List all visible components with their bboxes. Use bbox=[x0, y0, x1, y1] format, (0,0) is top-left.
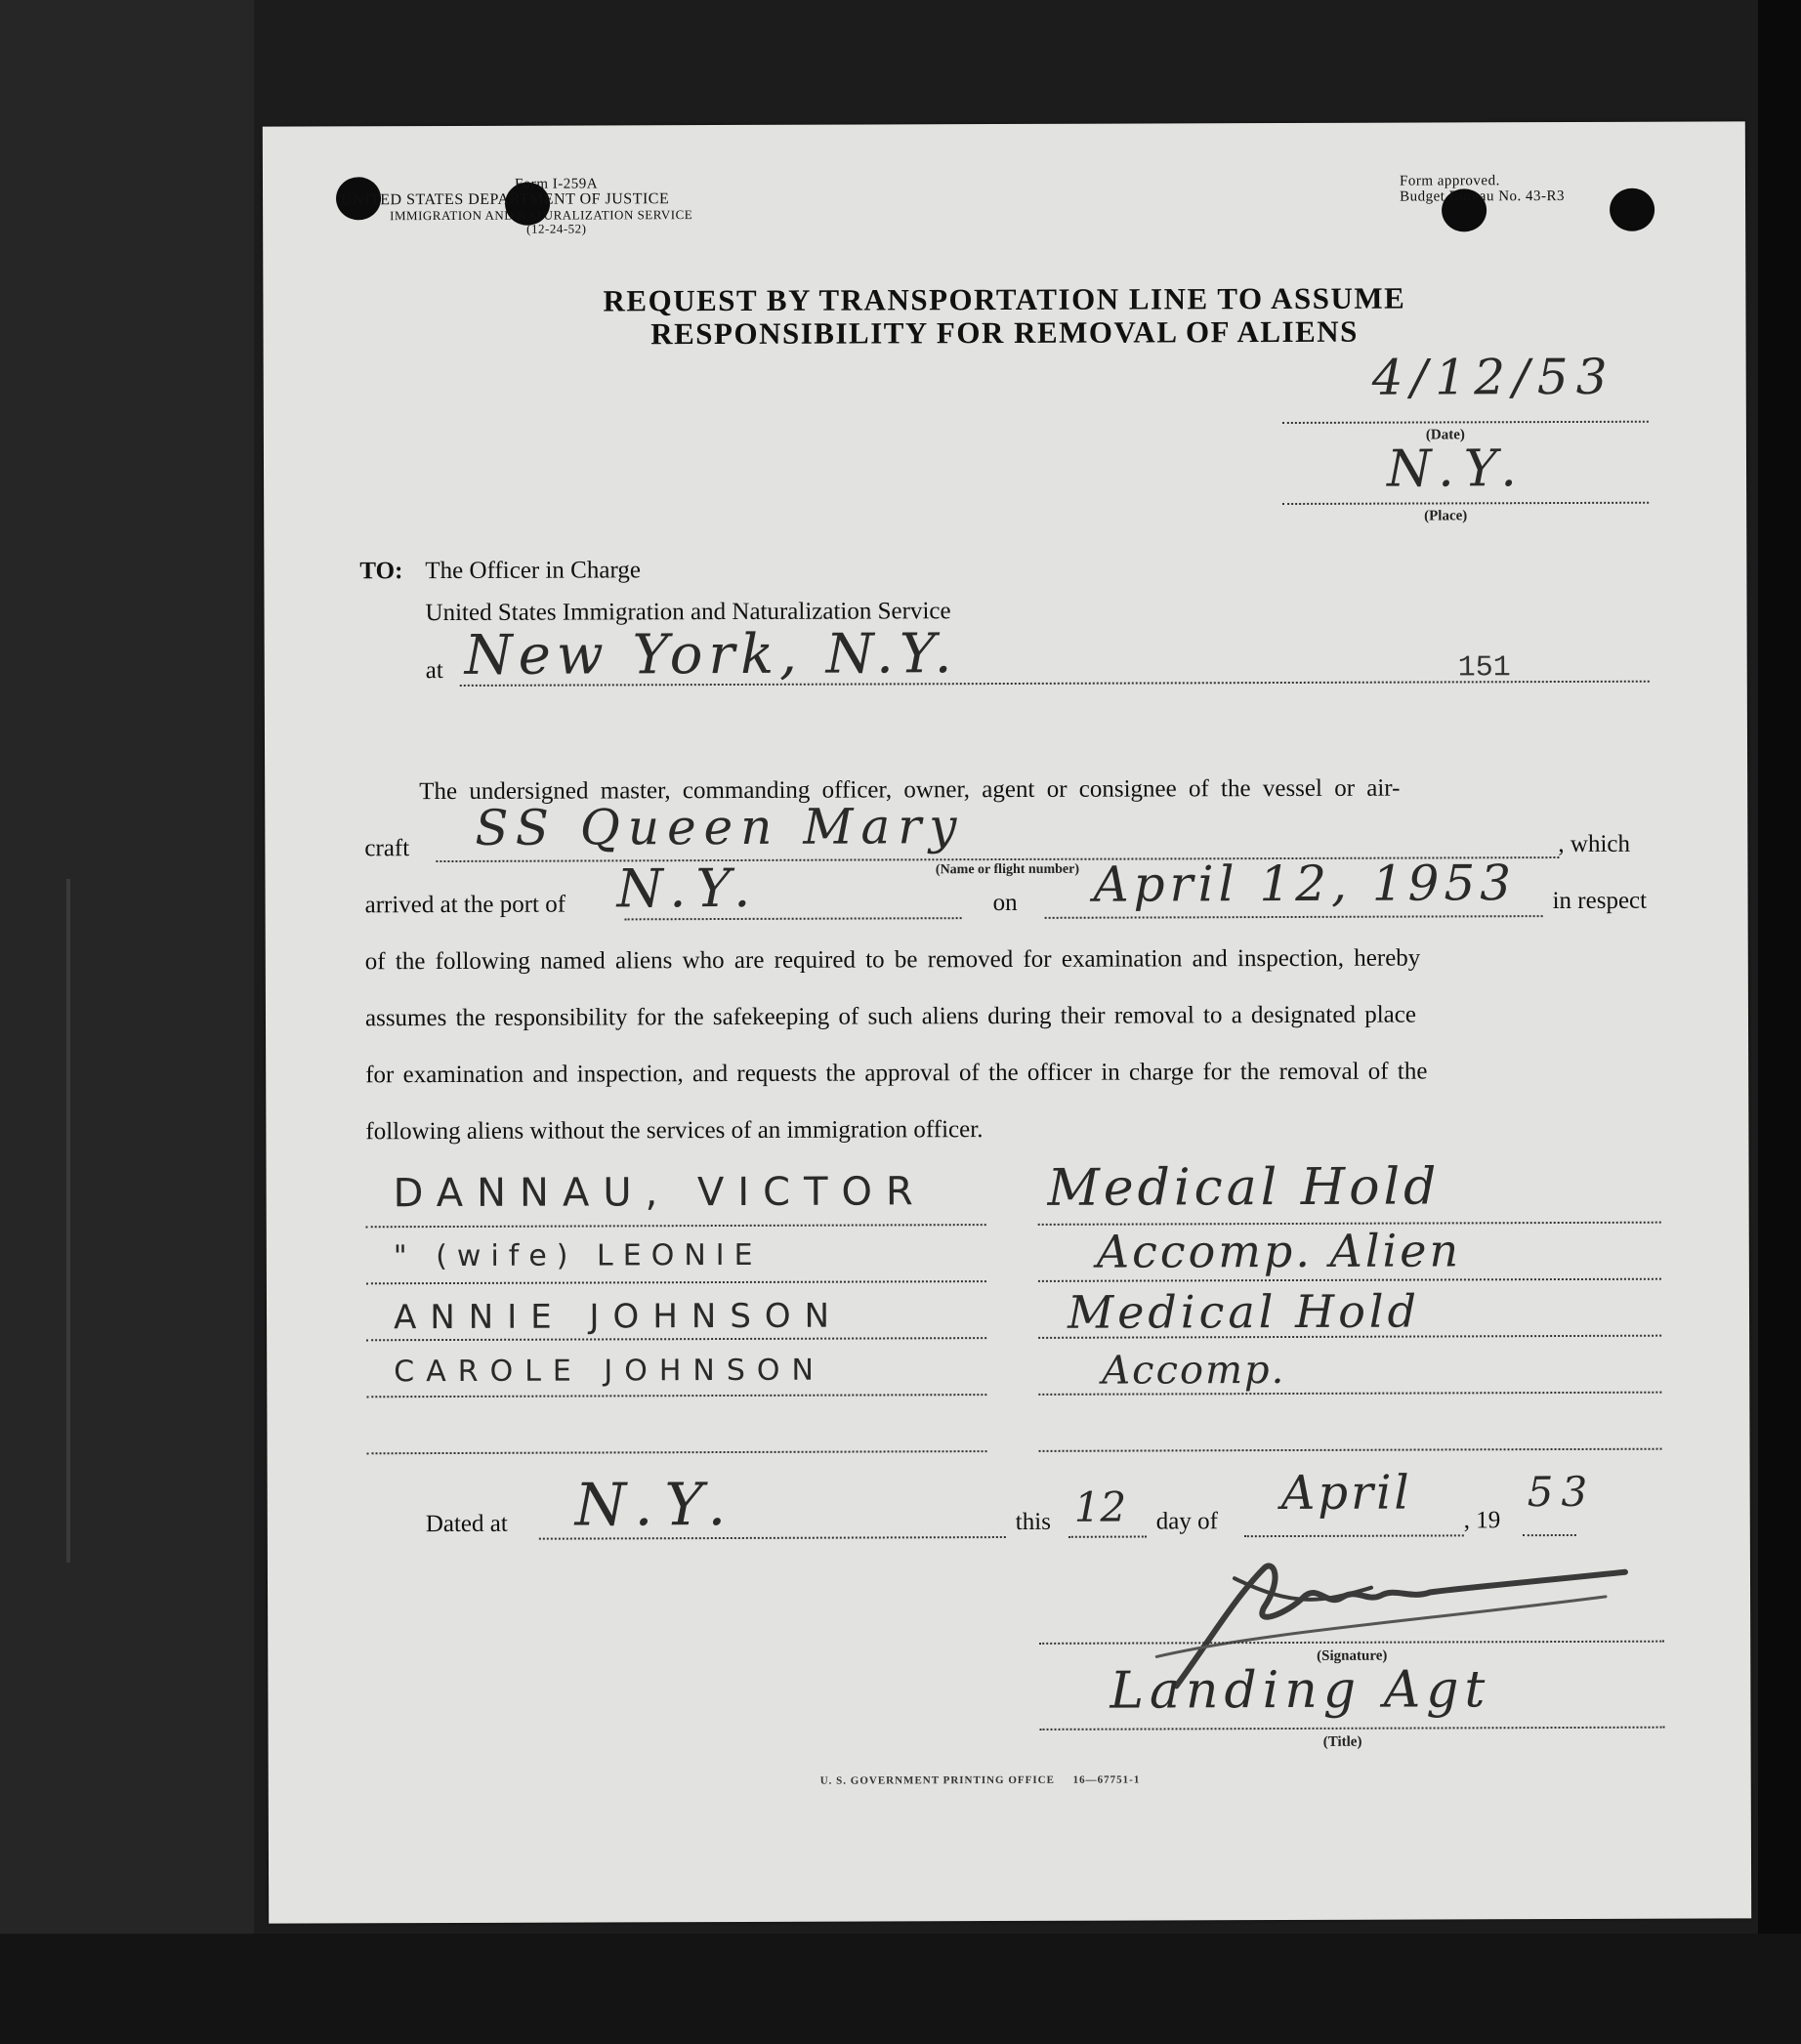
day-value: 12 bbox=[1073, 1482, 1127, 1531]
craft-value: SS Queen Mary bbox=[475, 798, 965, 856]
year-value: 53 bbox=[1527, 1467, 1596, 1517]
signature-caption: (Signature) bbox=[1317, 1648, 1388, 1664]
alien-name: " (wife) LEONIE bbox=[393, 1237, 763, 1274]
at-value: New York, N.Y. bbox=[464, 622, 958, 688]
port-line bbox=[625, 917, 962, 920]
agency-line-2: IMMIGRATION AND NATURALIZATION SERVICE bbox=[390, 207, 693, 224]
paragraph-line-5: for examination and inspection, and requests the approval of the officer in charge for the removal of the bbox=[365, 1058, 1428, 1089]
date-value: 4/12/53 bbox=[1371, 348, 1615, 406]
ins-service: United States Immigration and Naturalization Service bbox=[425, 598, 951, 627]
which-label: , which bbox=[1558, 830, 1631, 858]
month-value: April bbox=[1280, 1465, 1412, 1522]
place-line bbox=[1282, 502, 1649, 505]
officer-in-charge: The Officer in Charge bbox=[425, 557, 641, 585]
place-caption: (Place) bbox=[1424, 508, 1468, 524]
alien-row-line bbox=[366, 1394, 986, 1397]
printer-line: U. S. GOVERNMENT PRINTING OFFICE 16—67751-1 bbox=[819, 1773, 1141, 1787]
date-caption: (Date) bbox=[1425, 427, 1465, 443]
approval-line-1: Form approved. bbox=[1399, 173, 1500, 189]
alien-note-line bbox=[1039, 1448, 1662, 1452]
month-line bbox=[1244, 1534, 1464, 1537]
alien-row-line bbox=[367, 1450, 987, 1454]
respect-label: in respect bbox=[1552, 887, 1648, 915]
alien-note-line bbox=[1038, 1278, 1661, 1282]
arrival-date: April 12, 1953 bbox=[1093, 855, 1517, 913]
dayof-label: day of bbox=[1155, 1508, 1219, 1535]
place-value: N.Y. bbox=[1386, 439, 1527, 499]
arrival-date-line bbox=[1045, 915, 1543, 919]
form-number: Form I-259A bbox=[514, 176, 599, 192]
dated-label: Dated at bbox=[425, 1510, 508, 1538]
alien-name: DANNAU, VICTOR bbox=[393, 1169, 927, 1217]
paragraph-line-6: following aliens without the services of an immigration officer. bbox=[365, 1116, 984, 1146]
year-prefix: , 19 bbox=[1463, 1507, 1501, 1534]
alien-note: Accomp. bbox=[1102, 1348, 1286, 1394]
title-value: Landing Agt bbox=[1110, 1660, 1491, 1721]
form-title-line-2: RESPONSIBILITY FOR REMOVAL OF ALIENS bbox=[650, 313, 1359, 352]
paragraph-line-4: assumes the responsibility for the safekeeping of such aliens during their removal to a designated place bbox=[364, 1001, 1416, 1032]
title-caption: (Title) bbox=[1322, 1733, 1362, 1750]
alien-note: Medical Hold bbox=[1047, 1157, 1441, 1218]
title-line bbox=[1040, 1727, 1665, 1731]
craft-caption: (Name or flight number) bbox=[935, 861, 1080, 878]
at-label: at bbox=[425, 657, 443, 685]
on-label: on bbox=[992, 889, 1018, 917]
alien-note: Accomp. Alien bbox=[1096, 1224, 1462, 1278]
day-line bbox=[1068, 1536, 1147, 1538]
form-date: (12-24-52) bbox=[526, 221, 587, 236]
form-page bbox=[263, 121, 1751, 1923]
alien-note: Medical Hold bbox=[1067, 1284, 1421, 1339]
stamp-number: 151 bbox=[1457, 651, 1511, 686]
form-title-line-1: REQUEST BY TRANSPORTATION LINE TO ASSUME bbox=[603, 280, 1406, 318]
approval-line-2: Budget Bureau No. 43-R3 bbox=[1400, 188, 1566, 205]
paragraph-line-1: The undersigned master, commanding officer, owner, agent or consignee of the vessel or air- bbox=[419, 774, 1401, 806]
port-value: N.Y. bbox=[616, 856, 761, 920]
alien-name: CAROLE JOHNSON bbox=[394, 1353, 826, 1390]
paragraph-line-3: of the following named aliens who are required to be removed for examination and inspection, hereby bbox=[364, 944, 1421, 976]
craft-label: craft bbox=[364, 835, 410, 862]
agency-line-1: UNITED STATES DEPARTMENT OF JUSTICE bbox=[341, 190, 670, 209]
alien-row-line bbox=[366, 1280, 986, 1284]
date-line bbox=[1282, 421, 1649, 424]
to-label: TO: bbox=[359, 558, 403, 585]
alien-name: ANNIE JOHNSON bbox=[393, 1296, 844, 1338]
port-label: arrived at the port of bbox=[364, 891, 566, 919]
punch-hole bbox=[1610, 188, 1654, 231]
dated-place: N.Y. bbox=[574, 1470, 738, 1540]
alien-row-line bbox=[366, 1224, 986, 1228]
alien-row-line bbox=[366, 1337, 986, 1341]
year-line bbox=[1523, 1534, 1576, 1536]
dated-line bbox=[539, 1536, 1006, 1540]
this-label: this bbox=[1015, 1508, 1051, 1535]
